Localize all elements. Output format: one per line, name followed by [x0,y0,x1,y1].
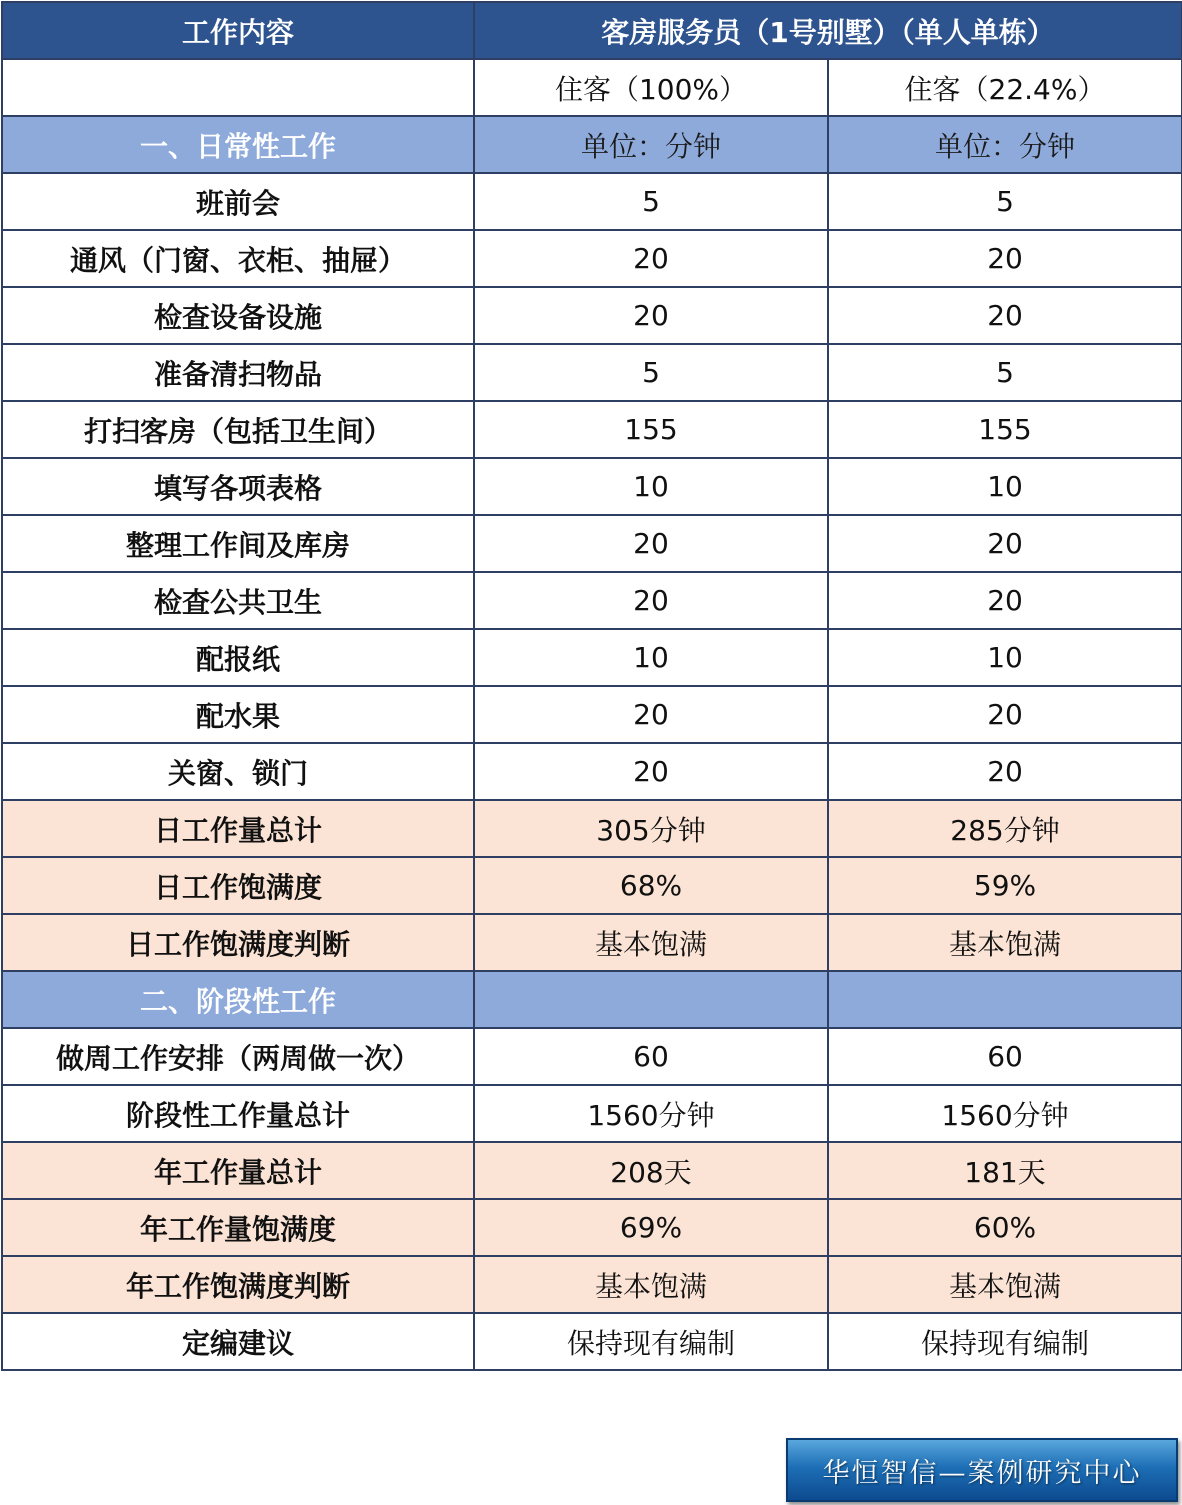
task-label: 班前会 [2,173,474,230]
value-cell: 20 [828,743,1182,800]
summary-row [2,1142,1182,1199]
summary-value: 305分钟 [474,800,828,857]
summary-value: 208天 [474,1142,828,1199]
workload-table [1,1,1182,1371]
value-cell: 10 [474,458,828,515]
summary-label: 日工作饱满度判断 [2,914,474,971]
section-periodic-label: 二、阶段性工作 [2,971,474,1028]
value-cell: 60 [474,1028,828,1085]
value-cell: 20 [828,230,1182,287]
task-label: 检查设备设施 [2,287,474,344]
value-cell: 60 [828,1028,1182,1085]
summary-value: 181天 [828,1142,1182,1199]
summary-value: 285分钟 [828,800,1182,857]
table-row [2,686,1182,743]
task-label: 关窗、锁门 [2,743,474,800]
section-blank-cell [828,971,1182,1028]
table-header-row [2,2,1182,59]
value-cell: 20 [474,572,828,629]
summary-row [2,857,1182,914]
summary-value: 基本饱满 [474,1256,828,1313]
task-label: 配报纸 [2,629,474,686]
occupancy-row [2,59,1182,116]
recommendation-value: 保持现有编制 [828,1313,1182,1370]
section-daily-label: 一、日常性工作 [2,116,474,173]
value-cell: 10 [474,629,828,686]
section-periodic-row [2,971,1182,1028]
task-label: 整理工作间及库房 [2,515,474,572]
value-cell: 5 [474,173,828,230]
unit-label: 单位：分钟 [474,116,828,173]
summary-row [2,914,1182,971]
header-work-content: 工作内容 [2,2,474,59]
table-row [2,1028,1182,1085]
value-cell: 5 [828,173,1182,230]
occupancy-22: 住客（22.4%） [828,59,1182,116]
occupancy-100: 住客（100%） [474,59,828,116]
value-cell: 20 [828,572,1182,629]
section-daily-row [2,116,1182,173]
summary-row [2,1199,1182,1256]
table-row [2,287,1182,344]
value-cell: 20 [828,287,1182,344]
value-cell: 20 [828,515,1182,572]
value-cell: 20 [474,515,828,572]
value-cell: 20 [828,686,1182,743]
table-row [2,1085,1182,1142]
recommendation-label: 定编建议 [2,1313,474,1370]
summary-label: 日工作量总计 [2,800,474,857]
summary-value: 68% [474,857,828,914]
summary-row [2,800,1182,857]
recommendation-row [2,1313,1182,1370]
value-cell: 155 [474,401,828,458]
table-row [2,458,1182,515]
header-position: 客房服务员（1号别墅）（单人单栋） [474,2,1182,59]
value-cell: 20 [474,743,828,800]
summary-value: 69% [474,1199,828,1256]
table-row [2,401,1182,458]
summary-value: 59% [828,857,1182,914]
value-cell: 5 [474,344,828,401]
task-label: 通风（门窗、衣柜、抽屉） [2,230,474,287]
unit-label: 单位：分钟 [828,116,1182,173]
task-label: 检查公共卫生 [2,572,474,629]
watermark-badge [786,1438,1178,1502]
table-row [2,173,1182,230]
summary-row [2,1256,1182,1313]
summary-value: 基本饱满 [828,1256,1182,1313]
table-row [2,344,1182,401]
value-cell: 1560分钟 [474,1085,828,1142]
summary-label: 年工作量饱满度 [2,1199,474,1256]
value-cell: 20 [474,230,828,287]
value-cell: 155 [828,401,1182,458]
section-blank-cell [474,971,828,1028]
task-label: 填写各项表格 [2,458,474,515]
watermark-text: 华恒智信—案例研究中心 [822,1457,1142,1489]
task-label: 准备清扫物品 [2,344,474,401]
occupancy-blank-cell [2,59,474,116]
value-cell: 5 [828,344,1182,401]
summary-label: 年工作量总计 [2,1142,474,1199]
table-row [2,515,1182,572]
summary-label: 年工作饱满度判断 [2,1256,474,1313]
summary-label: 日工作饱满度 [2,857,474,914]
value-cell: 10 [828,629,1182,686]
value-cell: 10 [828,458,1182,515]
value-cell: 1560分钟 [828,1085,1182,1142]
table-row [2,629,1182,686]
task-label: 配水果 [2,686,474,743]
table-row [2,572,1182,629]
summary-value: 60% [828,1199,1182,1256]
summary-value: 基本饱满 [474,914,828,971]
value-cell: 20 [474,686,828,743]
task-label: 阶段性工作量总计 [2,1085,474,1142]
task-label: 打扫客房（包括卫生间） [2,401,474,458]
table-row [2,743,1182,800]
task-label: 做周工作安排（两周做一次） [2,1028,474,1085]
value-cell: 20 [474,287,828,344]
summary-value: 基本饱满 [828,914,1182,971]
table-row [2,230,1182,287]
recommendation-value: 保持现有编制 [474,1313,828,1370]
